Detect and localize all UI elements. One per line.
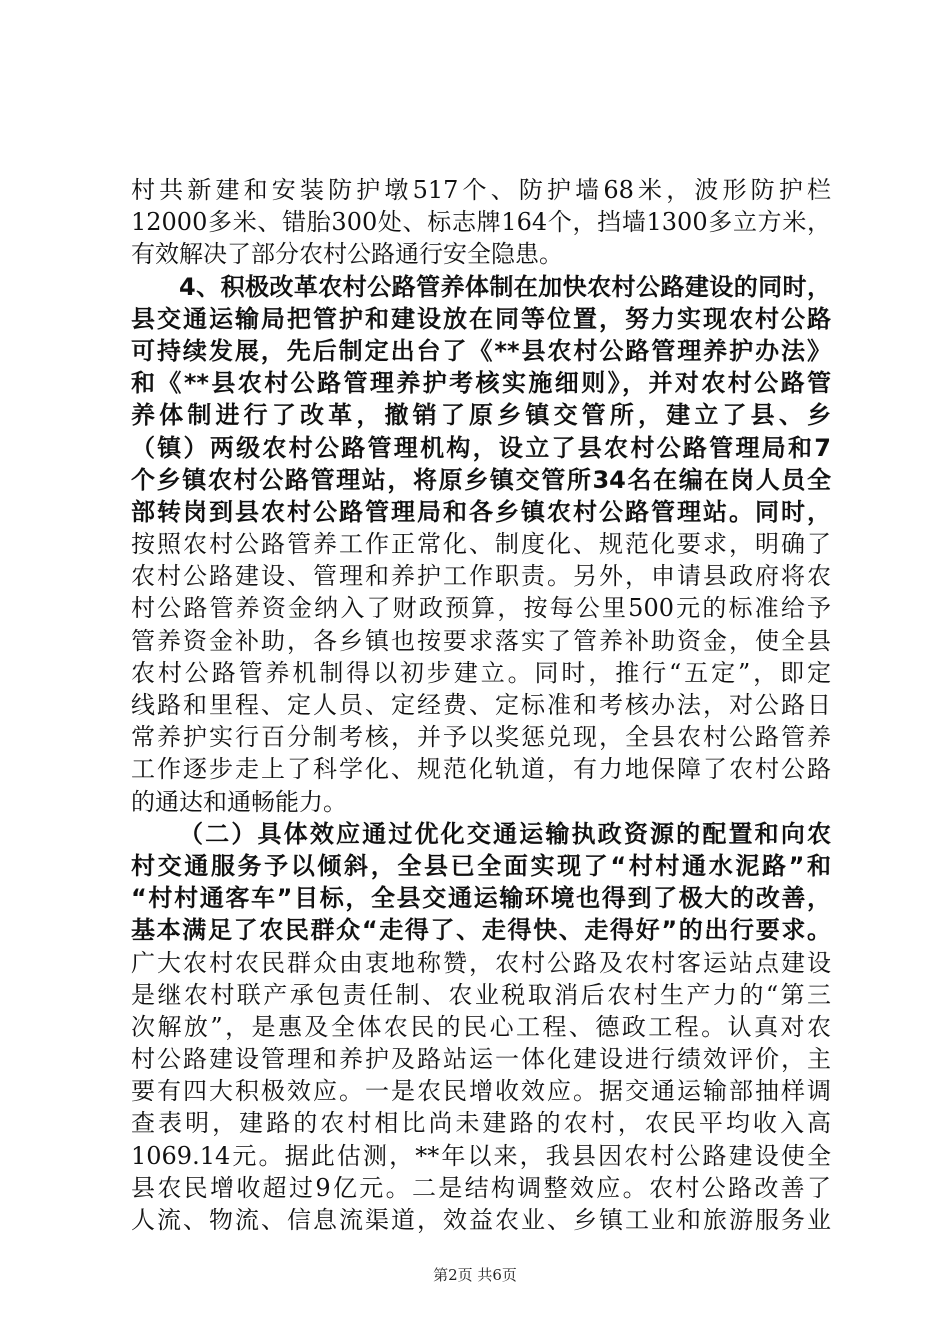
text-line: 和《**县农村公路管理养护考核实施细则》，并对农村公路管 bbox=[131, 369, 831, 398]
text-line: 1069.14元。据此估测，**年以来，我县因农村公路建设使全 bbox=[131, 1141, 831, 1170]
text-line: （镇）两级农村公路管理机构，设立了县农村公路管理局和7 bbox=[131, 433, 831, 462]
text-line: 次解放”，是惠及全体农民的民心工程、德政工程。认真对农 bbox=[131, 1012, 831, 1041]
text-line: 县农民增收超过9亿元。二是结构调整效应。农村公路改善了 bbox=[131, 1173, 831, 1202]
text-line: 的通达和通畅能力。 bbox=[131, 787, 347, 816]
text-line: 可持续发展，先后制定出台了《**县农村公路管理养护办法》 bbox=[131, 336, 831, 365]
text-line: 村共新建和安装防护墩517个、防护墙68米，波形防护栏 bbox=[131, 176, 831, 204]
text-line: （二）具体效应通过优化交通运输执政资源的配置和向农 bbox=[179, 819, 831, 848]
text-line: 养体制进行了改革，撤销了原乡镇交管所，建立了县、乡 bbox=[131, 401, 831, 430]
text-line: 常养护实行百分制考核，并予以奖惩兑现，全县农村公路管养 bbox=[131, 723, 831, 752]
text-line: 农村公路建设、管理和养护工作职责。另外，申请县政府将农 bbox=[131, 562, 831, 591]
text-line: 是继农村联产承包责任制、农业税取消后农村生产力的“第三 bbox=[131, 980, 831, 1009]
text-line: “村村通客车”目标，全县交通运输环境也得到了极大的改善， bbox=[131, 884, 831, 913]
text-line: 要有四大积极效应。一是农民增收效应。据交通运输部抽样调 bbox=[131, 1077, 831, 1106]
text-line: 个乡镇农村公路管理站，将原乡镇交管所34名在编在岗人员全 bbox=[131, 465, 831, 494]
text-line: 管养资金补助，各乡镇也按要求落实了管养补助资金，使全县 bbox=[131, 626, 831, 655]
text-line: 工作逐步走上了科学化、规范化轨道，有力地保障了农村公路 bbox=[131, 755, 831, 784]
text-line: 按照农村公路管养工作正常化、制度化、规范化要求，明确了 bbox=[131, 530, 831, 559]
text-line: 部转岗到县农村公路管理局和各乡镇农村公路管理站。同时， bbox=[131, 497, 831, 526]
text-line: 12000多米、错胎300处、标志牌164个，挡墙1300多立方米， bbox=[131, 208, 831, 237]
page-footer: 第2页 共6页 bbox=[433, 1266, 517, 1284]
text-line: 基本满足了农民群众“走得了、走得快、走得好”的出行要求。 bbox=[131, 916, 831, 945]
text-line: 村公路管养资金纳入了财政预算，按每公里500元的标准给予 bbox=[131, 594, 831, 623]
text-line: 线路和里程、定人员、定经费、定标准和考核办法，对公路日 bbox=[131, 691, 831, 719]
text-line: 查表明，建路的农村相比尚未建路的农村，农民平均收入高 bbox=[131, 1109, 831, 1138]
text-line: 县交通运输局把管护和建设放在同等位置，努力实现农村公路 bbox=[131, 304, 831, 333]
text-line: 有效解决了部分农村公路通行安全隐患。 bbox=[131, 240, 563, 269]
text-line: 人流、物流、信息流渠道，效益农业、乡镇工业和旅游服务业 bbox=[131, 1206, 831, 1234]
text-line: 农村公路管养机制得以初步建立。同时，推行“五定”，即定 bbox=[131, 658, 831, 687]
text-line: 村交通服务予以倾斜，全县已全面实现了“村村通水泥路”和 bbox=[131, 851, 831, 880]
text-line: 广大农村农民群众由衷地称赞，农村公路及农村客运站点建设 bbox=[131, 948, 831, 977]
text-line: 4、积极改革农村公路管养体制在加快农村公路建设的同时， bbox=[179, 272, 831, 301]
text-line: 村公路建设管理和养护及路站运一体化建设进行绩效评价，主 bbox=[131, 1045, 831, 1074]
document-body bbox=[131, 174, 831, 1236]
